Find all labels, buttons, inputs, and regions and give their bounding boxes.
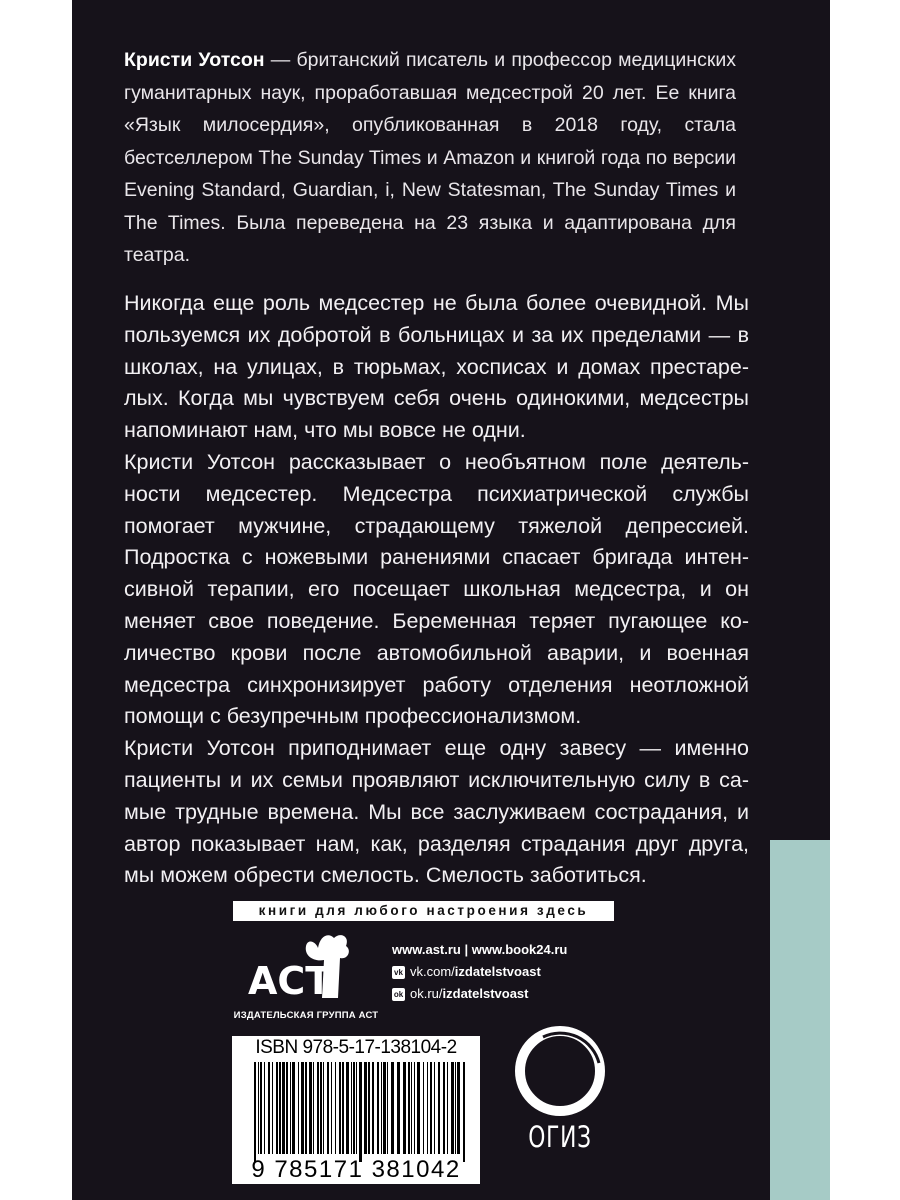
ok-link[interactable]	[392, 983, 567, 1005]
description-paragraph: Никогда еще роль медсестер не была более очевидной. Мы пользуемся их добротой в больницах и за их пределами — в школах, на улицах, в тюрьмах, хосписах и домах престарелых. Когда мы чувствуем себя очень одинокими, медсестры напоминают нам, что мы вовсе не одни.	[124, 291, 749, 443]
barcode	[232, 1036, 480, 1184]
author-bio	[124, 44, 736, 272]
ogiz-logo-icon	[513, 1023, 607, 1119]
publisher-caption: ИЗДАТЕЛЬСКАЯ ГРУППА АСТ	[233, 1010, 379, 1021]
publisher-links	[392, 939, 567, 1005]
ok-prefix: ok.ru/	[410, 986, 443, 1001]
accent-strip	[770, 840, 830, 1200]
vk-link[interactable]	[392, 961, 567, 983]
odnoklassniki-icon: ok	[393, 989, 404, 999]
ok-handle: izdatelstvoast	[442, 986, 529, 1001]
tagline: книги для любого настроения здесь	[233, 901, 614, 921]
ast-logo-text: АСТ	[248, 959, 332, 1003]
description-paragraph: Кристи Уотсон рассказывает о необъятном поле деятельности медсестер. Медсестра психиатрической службы помогает мужчине, страдающему тяжелой депрессией. Подростка с ножевыми ранениями спасает бригада интенсивной терапии, его посещает школьная медсестра, и он меняет свое поведение. Беременная теряет пугающее количество крови после автомобильной аварии, и военная медсестра синхронизирует работу отделения неотложной помощи с безупречным профессионализмом.	[124, 449, 749, 729]
book-description	[124, 288, 749, 892]
vk-handle: izdatelstvoast	[454, 964, 541, 979]
website-links[interactable]: www.ast.ru | www.book24.ru	[392, 942, 568, 957]
bio-text: — британский писатель и профессор медицинских гуманитарных наук, проработавшая медсестрой 20 лет. Ее книга «Язык милосердия», опубликованная в 2018 году, стала бестселлером The Sunday Times и Amazon и книгой года по версии Evening Standard, Guardian, i, New Statesman, The Sunday Times и The Times. Была переведена на 23 языка и адаптирована для театра.	[124, 49, 736, 266]
author-name: Кристи Уотсон	[124, 49, 265, 71]
barcode-digits: 9 785171 381042	[251, 1156, 461, 1183]
isbn: ISBN 978-5-17-138104-2	[255, 1037, 457, 1058]
vk-icon: vk	[392, 966, 405, 979]
ast-logo	[244, 928, 368, 1008]
description-paragraph: Кристи Уотсон приподнимает еще одну завесу — именно пациенты и их семьи проявляют исключительную силу в самые трудные времена. Мы все заслуживаем сострадания, и автор показывает нам, как, разделяя страдания друг друга, мы можем обрести смелость. Смелость заботиться.	[124, 736, 749, 888]
vk-prefix: vk.com/	[410, 964, 455, 979]
imprint-name: ОГИЗ	[528, 1120, 592, 1154]
